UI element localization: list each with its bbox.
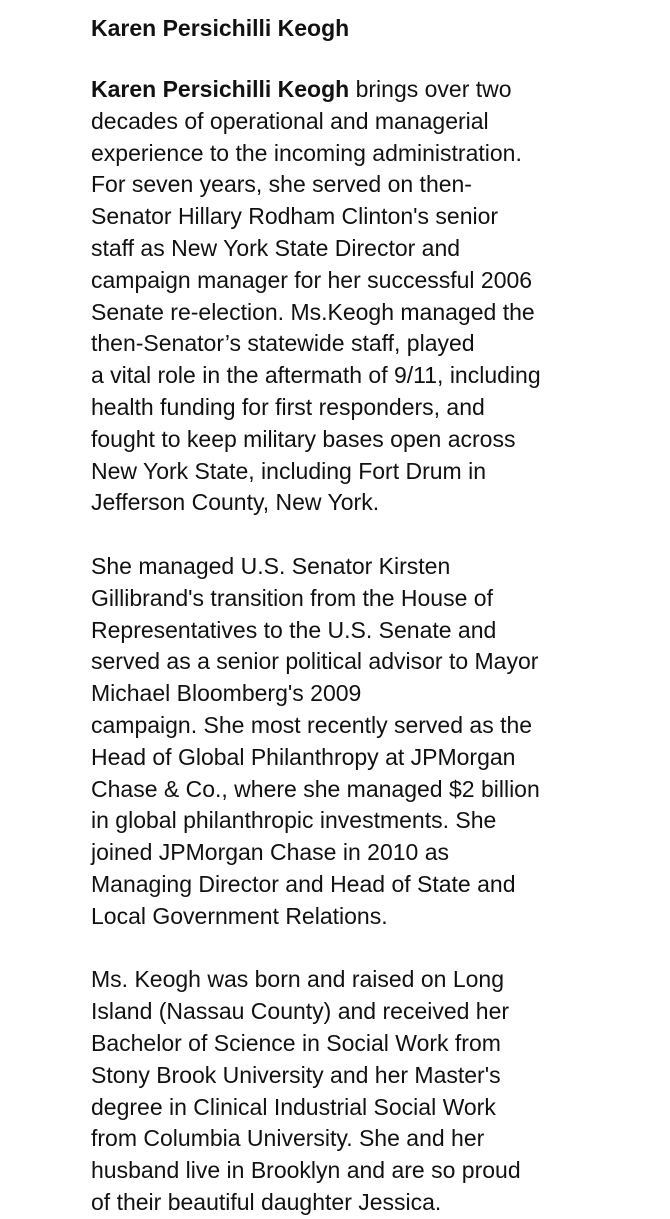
text-line: Stony Brook University and her Master's: [91, 1061, 501, 1088]
paragraph-career: [91, 74, 661, 519]
lead-rest: brings over two: [349, 76, 512, 102]
text-line: Gillibrand's transition from the House of: [91, 584, 493, 611]
text-line: She managed U.S. Senator Kirsten: [91, 552, 451, 579]
text-line: joined JPMorgan Chase in 2010 as: [91, 839, 450, 866]
paragraph-personal: [91, 964, 661, 1218]
text-line: decades of operational and managerial: [91, 107, 489, 134]
text-line: of their beautiful daughter Jessica.: [91, 1188, 442, 1215]
paragraph-spacer: [91, 519, 661, 551]
text-line: Head of Global Philanthropy at JPMorgan: [91, 743, 516, 770]
text-line: fought to keep military bases open across: [91, 425, 516, 452]
paragraph-lead-line: [91, 74, 661, 106]
text-line: Ms. Keogh was born and raised on Long: [91, 966, 504, 993]
text-line: Senate re-election. Ms.Keogh managed the: [91, 298, 535, 325]
text-line: Managing Director and Head of State and: [91, 870, 516, 897]
text-line: health funding for first responders, and: [91, 393, 485, 420]
paragraph-philanthropy: [91, 551, 661, 933]
paragraph-spacer: [91, 933, 661, 965]
text-line: Local Government Relations.: [91, 902, 388, 929]
text-line: then-Senator’s statewide staff, played: [91, 330, 475, 357]
text-line: Bachelor of Science in Social Work from: [91, 1029, 501, 1056]
text-line: experience to the incoming administration.: [91, 139, 522, 166]
text-line: degree in Clinical Industrial Social Work: [91, 1093, 496, 1120]
text-line: in global philanthropic investments. She: [91, 807, 497, 834]
text-line: Island (Nassau County) and received her: [91, 998, 510, 1025]
text-line: Michael Bloomberg's 2009: [91, 680, 362, 707]
page-title: Karen Persichilli Keogh: [91, 15, 350, 41]
text-line: a vital role in the aftermath of 9/11, including: [91, 362, 541, 389]
text-line: New York State, including Fort Drum in: [91, 457, 487, 484]
text-line: Representatives to the U.S. Senate and: [91, 616, 497, 643]
text-line: husband live in Brooklyn and are so proud: [91, 1157, 521, 1184]
lead-name: Karen Persichilli Keogh: [91, 76, 350, 102]
text-line: Jefferson County, New York.: [91, 489, 380, 516]
text-line: Chase & Co., where she managed $2 billion: [91, 775, 540, 802]
text-line: from Columbia University. She and her: [91, 1125, 485, 1152]
text-line: Senator Hillary Rodham Clinton's senior: [91, 203, 499, 230]
text-line: served as a senior political advisor to Mayor: [91, 648, 539, 675]
text-line: For seven years, she served on then-: [91, 171, 472, 198]
bio-document: [91, 12, 661, 1219]
text-line: campaign. She most recently served as the: [91, 711, 533, 738]
text-line: campaign manager for her successful 2006: [91, 266, 533, 293]
text-line: staff as New York State Director and: [91, 234, 461, 261]
